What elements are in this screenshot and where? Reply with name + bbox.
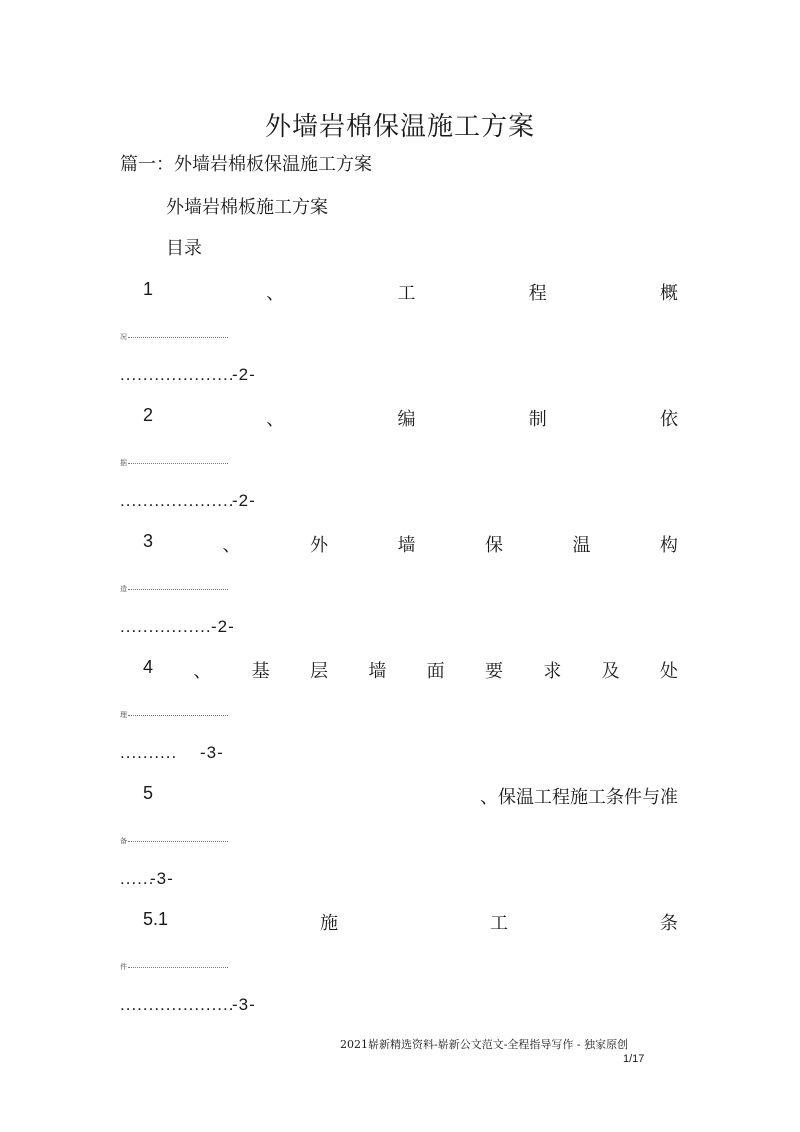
toc-page-number: -2- [211,617,235,636]
toc-entry-text: 、保温工程施工条件与准 [480,787,678,808]
toc-entry-continuation [120,710,228,720]
toc-entry-text: 保 [484,535,503,556]
toc-entry-text: 墙 [368,661,387,682]
toc-entry-number: 1 [143,279,154,299]
toc-leader-dots: .................... [120,491,235,510]
toc-entry[interactable] [143,531,678,557]
toc-entry-text: 工 [397,283,416,304]
section-heading: 篇一：外墙岩棉板保温施工方案 [120,154,372,175]
toc-continuation-char: 件 [120,963,127,971]
toc-entry-number: 2 [143,405,154,425]
toc-leader-dots: ...... [120,869,155,888]
toc-entry-continuation [120,836,228,846]
toc-entry-text: 构 [659,535,678,556]
toc-entry-text: 施 [320,913,339,934]
toc-entry[interactable] [143,783,678,809]
toc-dot-leader [128,336,228,338]
toc-entry-text: 及 [601,661,620,682]
toc-entry-continuation [120,962,228,972]
toc-entry-text: 概 [659,283,678,304]
toc-dot-leader [128,840,228,842]
toc-entry-text: 编 [397,409,416,430]
toc-continuation-char: 理 [120,711,127,719]
toc-entry-number: 5 [143,783,154,803]
toc-continuation-char: 况 [120,333,127,341]
toc-entry-text: 程 [528,283,547,304]
toc-entry-continuation [120,332,228,342]
document-subheading: 外墙岩棉板施工方案 [166,197,328,218]
document-title: 外墙岩棉保温施工方案 [264,112,535,142]
toc-entry[interactable] [143,405,678,431]
toc-entry-text: 处 [659,661,678,682]
toc-entry-text: 依 [659,409,678,430]
toc-entry-text: 制 [528,409,547,430]
toc-entry-text: 条 [659,913,678,934]
footer-text: 2021崭新精选资料-崭新公文范文-全程指导写作 - 独家原创 [340,1038,629,1051]
toc-dot-leader [128,588,228,590]
page-number: 1/17 [623,1053,645,1065]
toc-entry-continuation [120,458,228,468]
toc-dot-leader [128,462,228,464]
toc-continuation-char: 备 [120,837,127,845]
toc-page-number: -2- [232,491,256,510]
toc-page-number: -3- [232,995,256,1014]
toc-leader-dots: ................ [120,617,212,636]
toc-entry[interactable] [143,909,678,935]
toc-entry-number: 3 [143,531,154,551]
toc-entry-text: 、 [266,283,285,304]
toc-continuation-char: 据 [120,459,127,467]
toc-page-number: -3- [200,743,224,762]
toc-continuation-char: 造 [120,585,127,593]
toc-entry-text: 层 [310,661,328,682]
toc-page-number: -2- [232,365,256,384]
toc-entry-text: 求 [543,661,562,682]
toc-label: 目录 [166,238,202,259]
toc-page-number: -3- [150,869,174,888]
toc-leader-dots: .......... [120,743,178,762]
toc-entry-text: 要 [484,661,503,682]
toc-entry-text: 外 [309,535,328,556]
toc-entry-text: 、 [222,535,241,556]
toc-entry-text: 基 [251,661,270,682]
toc-dot-leader [128,714,228,716]
toc-entry[interactable] [143,279,678,305]
toc-entry-continuation [120,584,228,594]
toc-leader-dots: .................... [120,995,235,1014]
toc-entry-text: 、 [266,409,285,430]
toc-leader-dots: .................... [120,365,235,384]
toc-entry-text: 温 [572,535,591,556]
toc-entry-text: 、 [193,661,212,682]
toc-dot-leader [128,966,228,968]
toc-entry[interactable] [143,657,678,683]
toc-entry-text: 面 [426,661,445,682]
toc-entry-text: 墙 [397,535,416,556]
toc-entry-text: 工 [490,913,508,934]
toc-entry-number: 4 [143,657,154,677]
toc-entry-number: 5.1 [143,909,169,929]
